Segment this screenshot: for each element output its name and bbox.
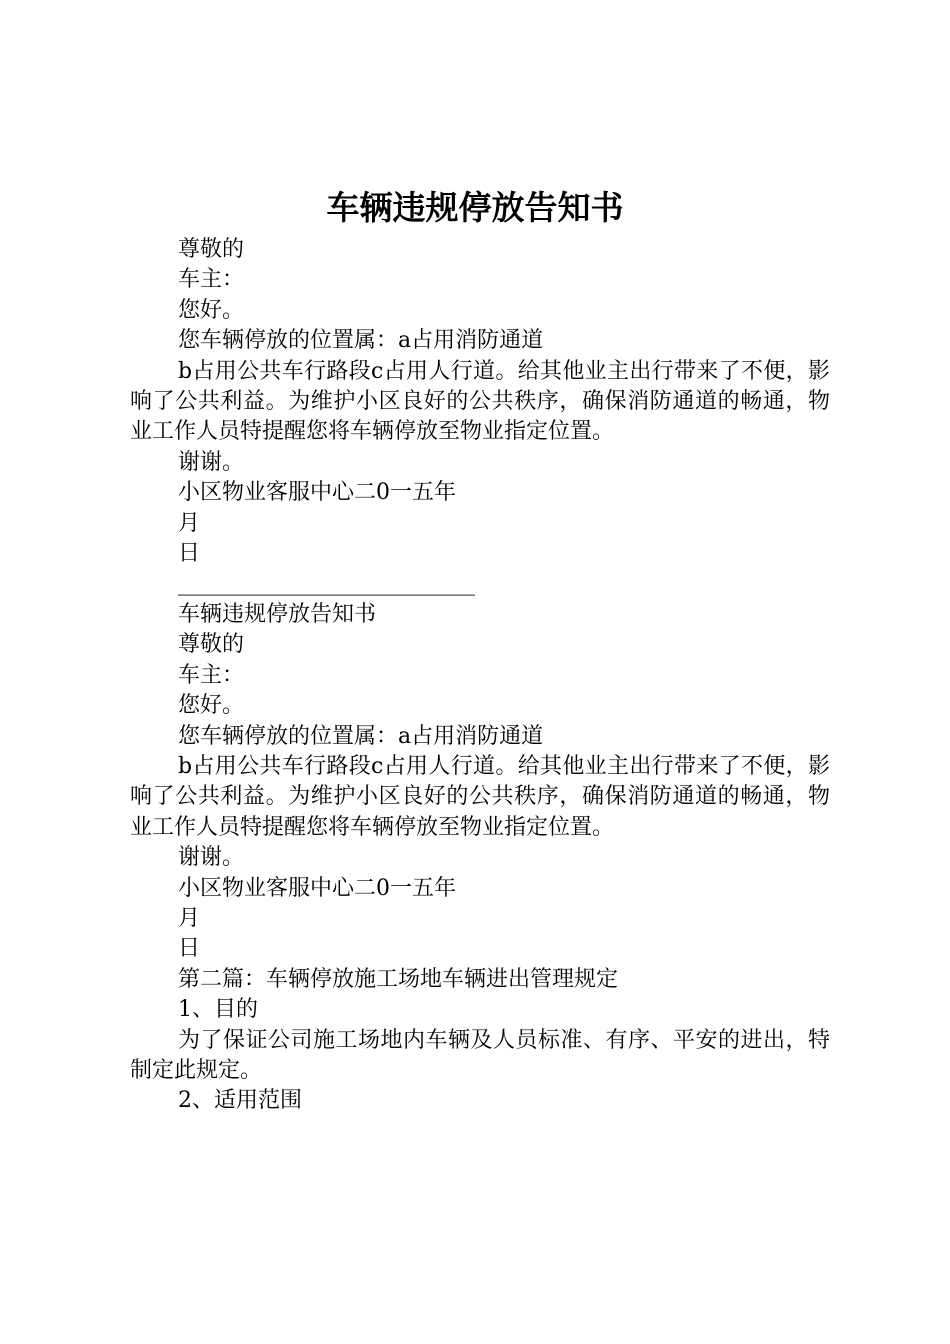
violation-type-line: 您车辆停放的位置属：a占用消防通道 <box>178 723 544 749</box>
date-month: 月 <box>178 510 201 536</box>
purpose-paragraph: 为了保证公司施工场地内车辆及人员标准、有序、平安的进出，特制定此规定。 <box>130 1027 830 1083</box>
thanks-line: 谢谢。 <box>178 845 245 871</box>
notice-paragraph: b占用公共车行路段c占用人行道。给其他业主出行带来了不便，影响了公共利益。为维护小区良好的公共秩序，确保消防通道的畅通，物业工作人员特提醒您将车辆停放至物业指定位置。 <box>130 358 830 445</box>
date-month: 月 <box>178 905 201 931</box>
signature-line: 小区物业客服中心二0一五年 <box>178 875 456 901</box>
salutation-owner: 车主： <box>178 662 245 688</box>
notice-paragraph: b占用公共车行路段c占用人行道。给其他业主出行带来了不便，影响了公共利益。为维护小区良好的公共秩序，确保消防通道的畅通，物业工作人员特提醒您将车辆停放至物业指定位置。 <box>130 753 830 840</box>
second-title: 车辆违规停放告知书 <box>178 601 377 627</box>
separator-line: ___________________________ <box>178 571 475 597</box>
document-title: 车辆违规停放告知书 <box>326 188 624 227</box>
date-day: 日 <box>178 541 201 567</box>
subsection-heading: 2、适用范围 <box>178 1088 302 1114</box>
salutation-line: 尊敬的 <box>178 632 245 658</box>
subsection-heading: 1、目的 <box>178 997 258 1023</box>
date-day: 日 <box>178 936 201 962</box>
greeting: 您好。 <box>178 693 245 719</box>
violation-type-line: 您车辆停放的位置属：a占用消防通道 <box>178 328 544 354</box>
signature-line: 小区物业客服中心二0一五年 <box>178 480 456 506</box>
document-body <box>130 235 830 1117</box>
section-heading: 第二篇：车辆停放施工场地车辆进出管理规定 <box>178 966 619 992</box>
salutation-line: 尊敬的 <box>178 237 245 262</box>
greeting: 您好。 <box>178 297 245 323</box>
salutation-owner: 车主： <box>178 267 245 293</box>
thanks-line: 谢谢。 <box>178 449 245 475</box>
